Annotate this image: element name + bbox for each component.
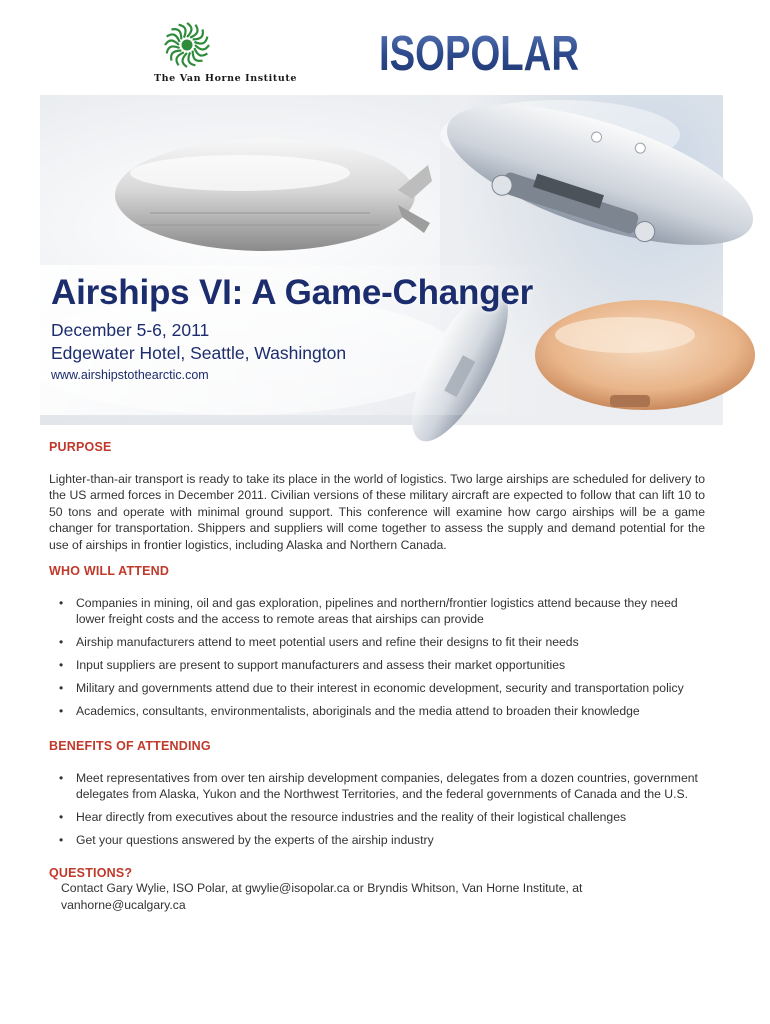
list-item: • Companies in mining, oil and gas exploration, pipelines and northern/frontier logistics attend because they need lower freight costs and the access to remote areas that airships can provide [49, 595, 705, 628]
van-horne-wordmark: The Van Horne Institute [154, 73, 297, 84]
list-item: • Airship manufacturers attend to meet potential users and refine their designs to fit their needs [49, 634, 705, 650]
benefits-list [49, 770, 705, 849]
questions-heading: QUESTIONS? [49, 866, 133, 881]
list-item: • Input suppliers are present to support manufacturers and assess their market opportunities [49, 657, 705, 673]
attend-heading: WHO WILL ATTEND [49, 564, 170, 579]
document-body [49, 440, 705, 913]
list-item: • Hear directly from executives about the resource industries and the reality of their logistical challenges [49, 809, 705, 825]
airship-orange [535, 300, 755, 410]
benefits-heading: BENEFITS OF ATTENDING [49, 738, 211, 753]
list-item: • Academics, consultants, environmentalists, aboriginals and the media attend to broaden their knowledge [49, 703, 705, 719]
list-item: • Meet representatives from over ten airship development companies, delegates from a dozen countries, government delegates from Alaska, Yukon and the Northwest Territories, and the federal governments of Canada and the U.S. [49, 770, 705, 803]
page-title: Airships VI: A Game-Changer [51, 273, 534, 312]
isopolar-wordmark: ISOPOLAR [379, 27, 579, 81]
blimp-left [115, 139, 432, 251]
van-horne-logo [150, 22, 320, 88]
purpose-heading: PURPOSE [49, 440, 112, 454]
purpose-text: Lighter-than-air transport is ready to take its place in the world of logistics. Two large airships are scheduled for delivery to the US armed forces in December 2011. Civilian versions of these military aircraft are expected to follow that can lift 10 to 50 tons and operate with minimal ground support. This conference will examine how cargo airships will be a game changer for transportation. Shippers and suppliers will come together to assess the supply and demand potential for the use of airships in frontier logistics, including Alaska and Northern Canada. [49, 472, 705, 552]
questions-contact: Contact Gary Wylie, ISO Polar, at gwylie@isopolar.ca or Bryndis Whitson, Van Horne Institute, at vanhorne@ucalgary.ca [61, 881, 583, 912]
event-venue: Edgewater Hotel, Seattle, Washington [51, 343, 347, 363]
list-item: • Military and governments attend due to their interest in economic development, security and transportation policy [49, 680, 705, 696]
event-date: December 5-6, 2011 [51, 320, 210, 340]
list-item: • Get your questions answered by the experts of the airship industry [49, 832, 705, 848]
attend-list [49, 595, 705, 719]
hero-banner [40, 95, 723, 425]
isopolar-logo [379, 27, 581, 81]
van-horne-emblem-icon [164, 22, 210, 68]
event-url[interactable]: www.airshipstothearctic.com [51, 368, 209, 382]
